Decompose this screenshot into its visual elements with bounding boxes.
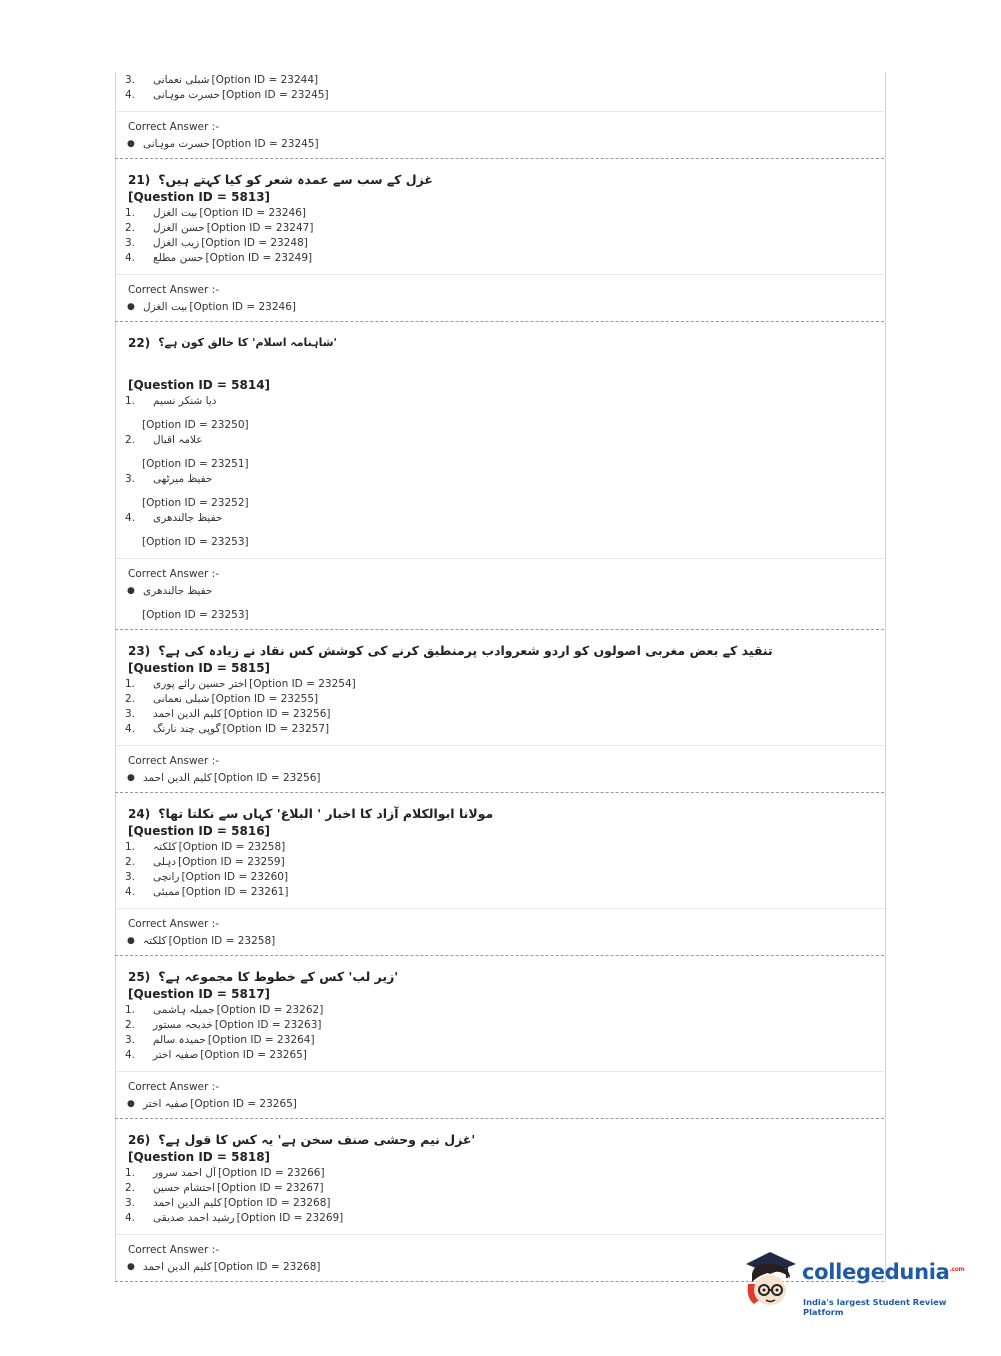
option: 3. کلیم الدین احمد [Option ID = 23256] — [125, 708, 331, 720]
question-21 — [115, 159, 884, 322]
correct-answer: ● بیت الغزل [Option ID = 23246] — [115, 300, 884, 315]
correct-answer-label: Correct Answer :- — [128, 918, 219, 930]
correct-answer-label: Correct Answer :- — [128, 755, 219, 767]
bullet-icon: ● — [127, 302, 135, 312]
bullet-icon: ● — [127, 139, 135, 149]
option: 1. آل احمد سرور [Option ID = 23266] — [125, 1167, 325, 1179]
option: 3. کلیم الدین احمد [Option ID = 23268] — [125, 1197, 331, 1209]
question-list — [115, 72, 884, 1282]
option: 3. رانچی [Option ID = 23260] — [125, 871, 289, 883]
option: 3. حمیدہ سالم [Option ID = 23264] — [125, 1034, 315, 1046]
option: 4. ممبئی [Option ID = 23261] — [125, 886, 289, 898]
correct-answer-label: Correct Answer :- — [128, 568, 219, 580]
option-id: [Option ID = 23251] — [142, 458, 249, 470]
option: 2. حسن الغزل [Option ID = 23247] — [125, 222, 314, 234]
option: 2. احتشام حسین [Option ID = 23267] — [125, 1182, 324, 1194]
option: 2. خدیجہ مستور [Option ID = 23263] — [125, 1019, 322, 1031]
question-text: 26) 'غزل نیم وحشی صنف سخن ہے' یہ کس کا قول ہے؟ — [128, 1132, 476, 1147]
correct-answer: ● کلیم الدین احمد [Option ID = 23268] — [115, 1260, 884, 1275]
bullet-icon: ● — [127, 1262, 135, 1272]
question-text: 21) غزل کے سب سے عمدہ شعر کو کیا کہتے ہیں؟ — [128, 172, 433, 187]
option: 1. دیا شنکر نسیم — [125, 395, 217, 407]
correct-answer: ● حفیظ جالندھری — [115, 584, 884, 599]
divider — [115, 111, 884, 112]
correct-answer: ● حسرت موہانی [Option ID = 23245] — [115, 137, 884, 152]
correct-answer-label: Correct Answer :- — [128, 284, 219, 296]
option: 4. حفیظ جالندھری — [125, 512, 223, 524]
option: 4. حسن مطلع [Option ID = 23249] — [125, 252, 313, 264]
question-text: 22) 'شاہنامہ اسلام' کا خالق کون ہے؟ — [128, 336, 337, 350]
prev-question — [115, 72, 884, 159]
option: 1. بیت الغزل [Option ID = 23246] — [125, 207, 306, 219]
question-text: 24) مولانا ابوالکلام آزاد کا اخبار ' البلاغ' کہاں سے نکلتا تھا؟ — [128, 806, 494, 821]
question-22 — [115, 322, 884, 630]
divider — [115, 908, 884, 909]
option-id: [Option ID = 23253] — [142, 609, 249, 621]
option: 4. صفیہ اختر [Option ID = 23265] — [125, 1049, 307, 1061]
option: 4. رشید احمد صدیقی [Option ID = 23269] — [125, 1212, 344, 1224]
question-24 — [115, 793, 884, 956]
question-text: 25) 'زیر لب' کس کے خطوط کا مجموعہ ہے؟ — [128, 969, 399, 984]
option: 3. حفیظ میرٹھی — [125, 473, 213, 485]
question-id: [Question ID = 5815] — [128, 661, 271, 675]
option-id: [Option ID = 23250] — [142, 419, 249, 431]
correct-answer-label: Correct Answer :- — [128, 1081, 219, 1093]
question-23 — [115, 630, 884, 793]
logo-tagline: India's largest Student Review Platform — [803, 1297, 947, 1317]
question-id: [Question ID = 5816] — [128, 824, 271, 838]
question-id: [Question ID = 5814] — [128, 378, 271, 392]
question-id: [Question ID = 5818] — [128, 1150, 271, 1164]
correct-answer: ● صفیہ اختر [Option ID = 23265] — [115, 1097, 884, 1112]
correct-answer-label: Correct Answer :- — [128, 1244, 219, 1256]
option: 4. گوپی چند نارنگ [Option ID = 23257] — [125, 723, 330, 735]
option: 1. کلکتہ [Option ID = 23258] — [125, 841, 286, 853]
collegedunia-logo[interactable] — [742, 1248, 972, 1318]
logo-wordmark: collegedunia$^{.com}$ — [802, 1260, 965, 1284]
option: 1. جمیلہ ہاشمی [Option ID = 23262] — [125, 1004, 324, 1016]
question-25 — [115, 956, 884, 1119]
divider — [115, 745, 884, 746]
divider — [115, 1234, 884, 1235]
option: 3. زیب الغزل [Option ID = 23248] — [125, 237, 308, 249]
bullet-icon: ● — [127, 936, 135, 946]
bullet-icon: ● — [127, 773, 135, 783]
mascot-icon — [742, 1248, 802, 1314]
option: 2. علامہ اقبال — [125, 434, 203, 446]
option-id: [Option ID = 23253] — [142, 536, 249, 548]
option: 4. حسرت موہانی [Option ID = 23245] — [125, 89, 329, 101]
option: 2. شبلی نعمانی [Option ID = 23255] — [125, 693, 319, 705]
divider — [115, 558, 884, 559]
option-id: [Option ID = 23252] — [142, 497, 249, 509]
question-text: 23) تنقید کے بعض مغربی اصولوں کو اردو شعروادب پرمنطبق کرنے کی کوشش کس نقاد نے زیادہ کی ہے؟ — [128, 643, 773, 658]
divider — [115, 274, 884, 275]
divider — [115, 1071, 884, 1072]
bullet-icon: ● — [127, 1099, 135, 1109]
option: 2. دہلی [Option ID = 23259] — [125, 856, 285, 868]
correct-answer-label: Correct Answer :- — [128, 121, 219, 133]
bullet-icon: ● — [127, 586, 135, 596]
correct-answer: ● کلکتہ [Option ID = 23258] — [115, 934, 884, 949]
question-id: [Question ID = 5813] — [128, 190, 271, 204]
correct-answer: ● کلیم الدین احمد [Option ID = 23256] — [115, 771, 884, 786]
option: 3. شبلی نعمانی [Option ID = 23244] — [125, 74, 319, 86]
option: 1. اختر حسین رائے پوری [Option ID = 23254] — [125, 678, 356, 690]
question-id: [Question ID = 5817] — [128, 987, 271, 1001]
